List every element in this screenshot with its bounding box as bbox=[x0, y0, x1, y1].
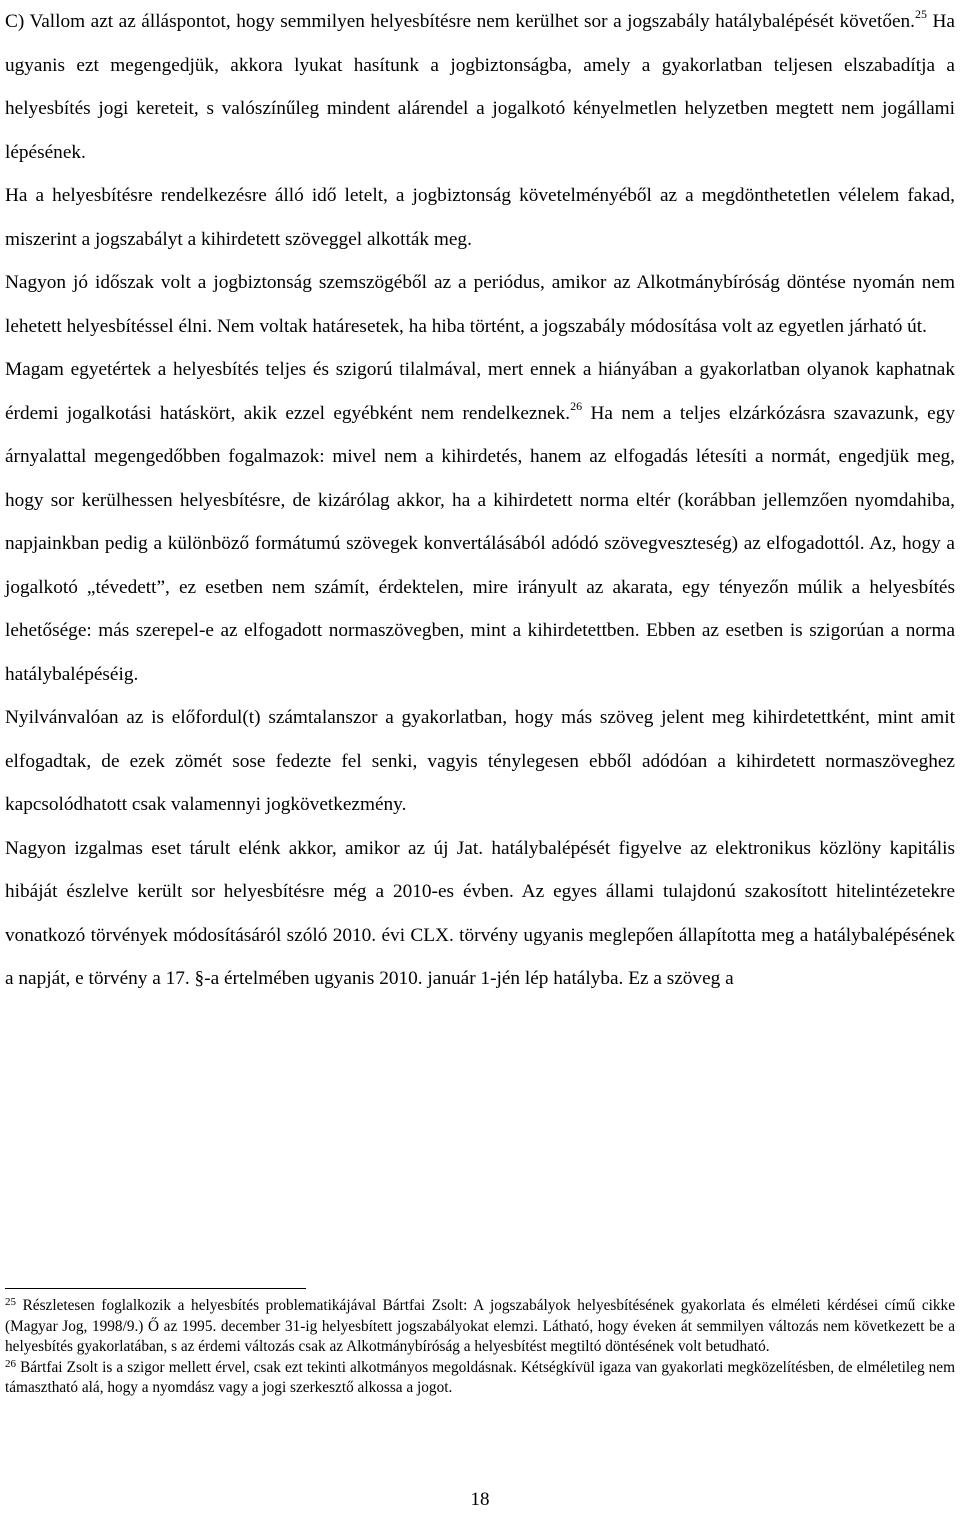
footnote-25-text: Részletesen foglalkozik a helyesbítés problematikájával Bártfai Zsolt: A jogszabályok helyesbítésének gyakorlata és elméleti kérdései című cikke (Magyar Jog, 1998/9.) Ő az 1995. december 31-ig helyesbített jogszabályokat elemzi. Látható, hogy éveken át semmilyen változás nem következett be a helyesbítés gyakorlatában, s az érdemi változás csak az Alkotmánybíróság a helyesbítést megtiltó döntésének volt betudható. bbox=[5, 1297, 955, 1355]
paragraph-4-text-b: Ha nem a teljes elzárkózásra szavazunk, egy árnyalattal megengedőbben fogalmazok: mivel nem a kihirdetés, hanem az elfogadás létesíti a normát, engedjük meg, hogy sor kerülhessen helyesbítésre, de kizárólag akkor, ha a kihirdetett norma eltér (korábban jellemzően nyomdahiba, napjainkban pedig a különböző formátumú szövegek konvertálásából adódó szövegveszteség) az elfogadottól. Az, hogy a jogalkotó „tévedett”, ez esetben nem számít, érdektelen, mire irányult az akarata, egy tényezőn múlik a helyesbítés lehetősége: más szerepel-e az elfogadott normaszövegben, mint a kihirdetettben. Ebben az esetben is szigorúan a norma hatálybalépéséig. bbox=[5, 402, 955, 685]
paragraph-3: Nagyon jó időszak volt a jogbiztonság szemszögéből az a periódus, amikor az Alkotmánybíróság döntése nyomán nem lehetett helyesbítéssel élni. Nem voltak határesetek, ha hiba történt, a jogszabály módosítása volt az egyetlen járható út. bbox=[5, 272, 955, 337]
footnote-26 bbox=[5, 1358, 955, 1399]
paragraph-1-text-a: C) Vallom azt az álláspontot, hogy semmilyen helyesbítésre nem kerülhet sor a jogszabály hatálybalépését követően. bbox=[5, 11, 915, 32]
footnote-separator bbox=[5, 1288, 306, 1289]
footnote-mark-26: 26 bbox=[5, 1357, 16, 1370]
footnote-mark-25: 25 bbox=[5, 1296, 16, 1308]
page-number: 18 bbox=[470, 1489, 490, 1510]
footnote-25 bbox=[5, 1296, 955, 1358]
footnote-ref-26[interactable]: 26 bbox=[570, 398, 583, 413]
paragraph-6: Nagyon izgalmas eset tárult elénk akkor, amikor az új Jat. hatálybalépését figyelve az elektronikus közlöny kapitális hibáját észlelve került sor helyesbítésre még a 2010-es évben. Az egyes állami tulajdonú szakosított hitelintézetekre vonatkozó törvények módosításáról szóló 2010. évi CLX. törvény ugyanis meglepően állapította meg a hatálybalépésének a napját, e törvény a 17. §-a értelmében ugyanis 2010. január 1-jén lép hatályba. Ez a szöveg a bbox=[5, 837, 955, 989]
paragraph-4 bbox=[5, 348, 955, 696]
footnote-ref-25[interactable]: 25 bbox=[914, 7, 927, 21]
paragraph-4-text-a: Magam egyetértek a helyesbítés teljes és szigorú tilalmával, mert ennek a hiányában a gyakorlatban olyanok kaphatnak érdemi jogalkotási hatáskört, akik ezzel egyébként nem rendelkeznek. bbox=[5, 359, 955, 424]
paragraph-5: Nyilvánvalóan az is előfordul(t) számtalanszor a gyakorlatban, hogy más szöveg jelent meg kihirdetettként, mint amit elfogadtak, de ezek zömét sose fedezte fel senki, vagyis ténylegesen ebből adódóan a kihirdetett normaszöveghez kapcsolódhatott csak valamennyi jogkövetkezmény. bbox=[5, 707, 955, 815]
paragraph-2: Ha a helyesbítésre rendelkezésre álló idő letelt, a jogbiztonság követelményéből az a megdönthetetlen vélelem fakad, miszerint a jogszabályt a kihirdetett szöveggel alkották meg. bbox=[5, 185, 955, 250]
footnote-26-text: Bártfai Zsolt is a szigor mellett érvel, csak ezt tekinti alkotmányos megoldásnak. Kétségkívül igaza van gyakorlati megközelítésben, de elméletileg nem támasztható alá, hogy a nyomdász vagy a jogi szerkesztő alkossa a jogot. bbox=[5, 1358, 955, 1396]
document-body bbox=[5, 0, 955, 1001]
footnotes bbox=[5, 1296, 955, 1399]
paragraph-1-text-b: Ha ugyanis ezt megengedjük, akkora lyukat hasítunk a jogbiztonságba, amely a gyakorlatban teljesen elszabadítja a helyesbítés jogi kereteit, s valószínűleg mindent alárendel a jogalkotó kényelmetlen helyzetben megtett nem jogállami lépésének. bbox=[5, 11, 955, 163]
paragraph-1 bbox=[5, 0, 955, 174]
